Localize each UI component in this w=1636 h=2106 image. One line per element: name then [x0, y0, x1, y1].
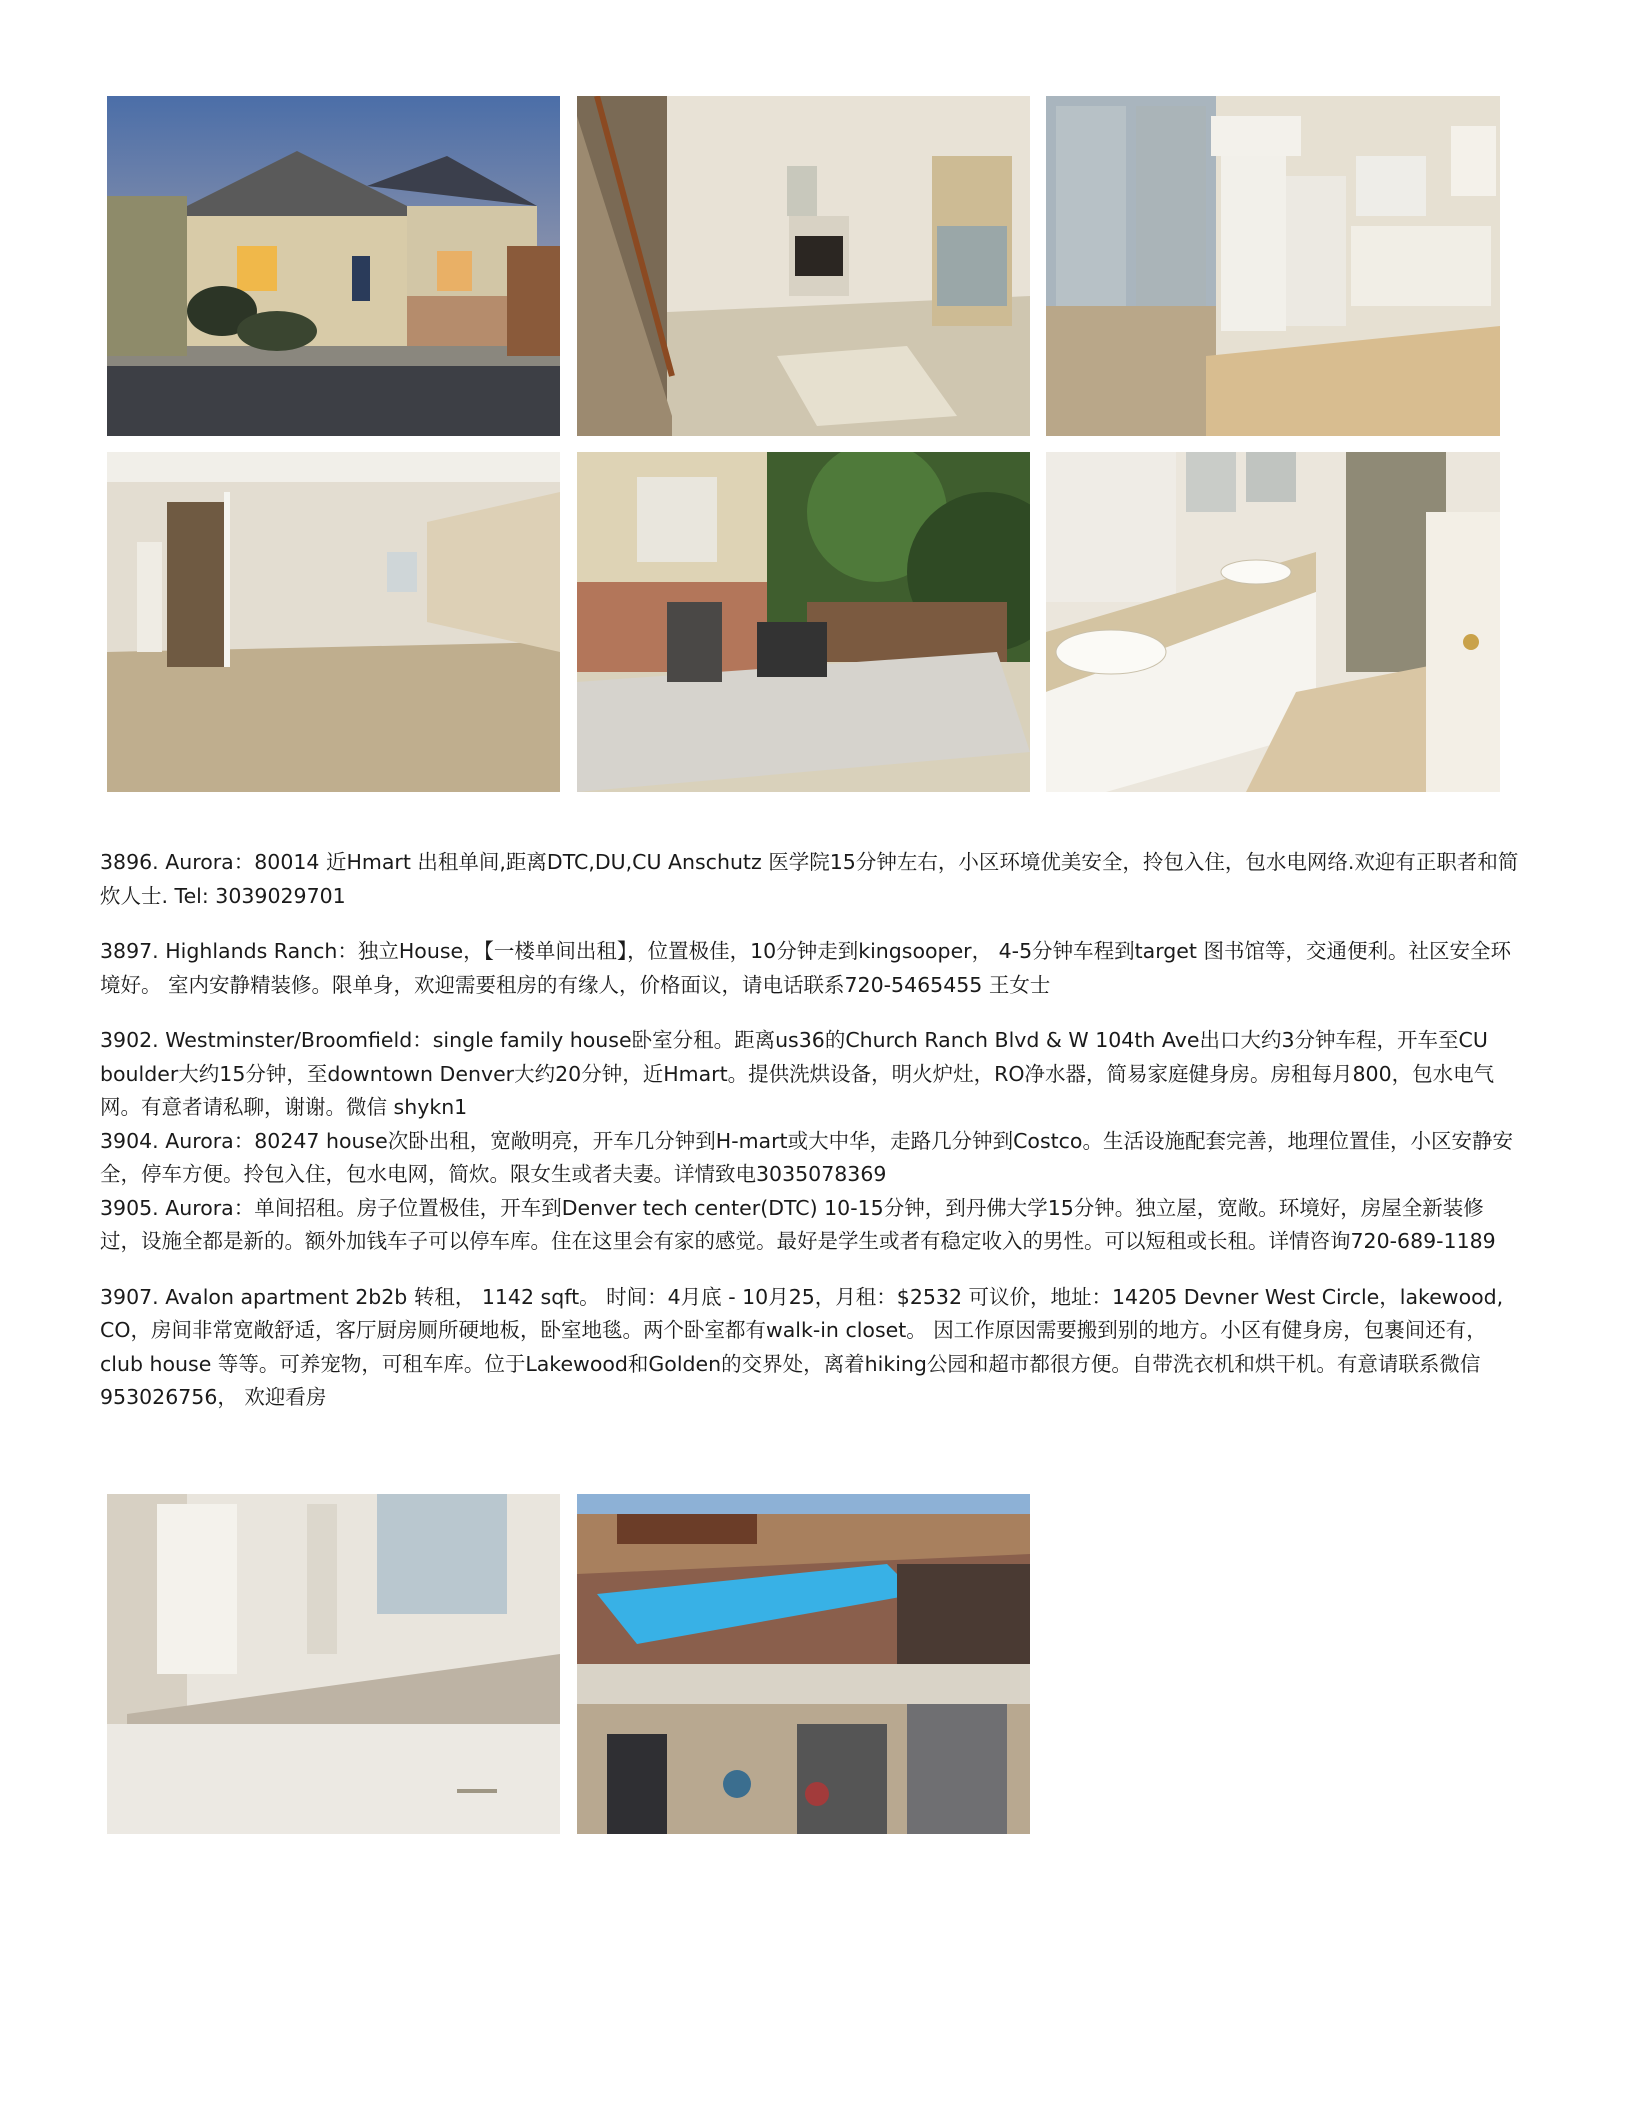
house-exterior-photo [107, 96, 560, 436]
listing-3896: 3896. Aurora：80014 近Hmart 出租单间,距离DTC,DU,CU Anschutz 医学院15分钟左右，小区环境优美安全，拎包入住，包水电网络.欢迎有正职者和简炊人士. Tel: 3039029701 [100, 850, 1519, 908]
kitchen-photo [1046, 96, 1500, 436]
pool-and-gym-photo [577, 1494, 1030, 1834]
bathroom-photo [1046, 452, 1500, 792]
listing-3904: 3904. Aurora：80247 house次卧出租，宽敞明亮，开车几分钟到H-mart或大中华，走路几分钟到Costco。生活设施配套完善，地理位置佳，小区安静安全，停车方便。拎包入住，包水电网，简炊。限女生或者夫妻。详情致电3035078369 [100, 1128, 1513, 1186]
listings-section [100, 846, 1520, 1415]
listing-3902: 3902. Westminster/Broomfield：single family house卧室分租。距离us36的Church Ranch Blvd & W 104th Ave出口大约3分钟车程，开车至CU boulder大约15分钟，至downtown Denver大约20分钟，近Hmart。提供洗烘设备，明火炉灶，RO净水器，简易家庭健身房。房租每月800，包水电气网。有意者请私聊，谢谢。微信 shykn1 [100, 1028, 1495, 1119]
patio-photo [577, 452, 1030, 792]
living-room-stairs-photo [577, 96, 1030, 436]
listing-3897: 3897. Highlands Ranch：独立House，【一楼单间出租】，位置极佳，10分钟走到kingsooper， 4-5分钟车程到target 图书馆等，交通便利。社区安全环境好。 室内安静精装修。限单身，欢迎需要租房的有缘人，价格面议，请电话联系720-5465455 王女士 [100, 939, 1511, 997]
basement-photo [107, 452, 560, 792]
empty-room-photo [107, 1494, 560, 1834]
listing-3907: 3907. Avalon apartment 2b2b 转租， 1142 sqft。 时间：4月底 - 10月25，月租：$2532 可议价，地址：14205 Devner West Circle，lakewood, CO，房间非常宽敞舒适，客厅厨房厕所硬地板，卧室地毯。两个卧室都有walk-in closet。 因工作原因需要搬到别的地方。小区有健身房，包裹间还有，club house 等等。可养宠物，可租车库。位于Lakewood和Golden的交界处，离着hiking公园和超市都很方便。自带洗衣机和烘干机。有意请联系微信 953026756， 欢迎看房 [100, 1284, 1504, 1409]
listing-3905: 3905. Aurora：单间招租。房子位置极佳，开车到Denver tech center(DTC) 10-15分钟，到丹佛大学15分钟。独立屋，宽敞。环境好，房屋全新装修过，设施全都是新的。额外加钱车子可以停车库。住在这里会有家的感觉。最好是学生或者有稳定收入的男性。可以短租或长租。详情咨询720-689-1189 [100, 1195, 1496, 1253]
